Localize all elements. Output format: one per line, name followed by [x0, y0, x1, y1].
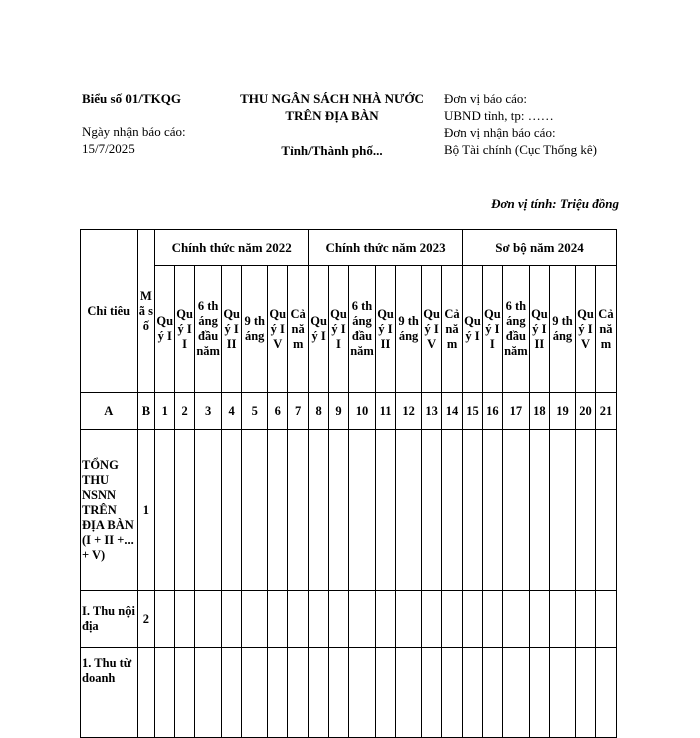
value-cell: [576, 648, 596, 738]
unit-label: Đơn vị tính: Triệu đồng: [491, 196, 619, 211]
column-index: 19: [549, 393, 575, 430]
value-cell: [242, 648, 268, 738]
column-index: A: [81, 393, 138, 430]
subcol-header: Cả năm: [595, 266, 616, 393]
column-index: 8: [309, 393, 329, 430]
reporter-value: UBND tỉnh, tp: ……: [444, 108, 554, 123]
column-index: 14: [442, 393, 463, 430]
subcol-header: 6 tháng đầu năm: [502, 266, 529, 393]
value-cell: [595, 648, 616, 738]
value-cell: [195, 648, 222, 738]
header-title: [222, 90, 442, 159]
column-index: 2: [175, 393, 195, 430]
value-cell: [309, 430, 329, 591]
subcol-header: Quý IV: [422, 266, 442, 393]
value-cell: [549, 648, 575, 738]
value-cell: [529, 648, 549, 738]
header-left: [82, 90, 222, 157]
value-cell: [442, 648, 463, 738]
value-cell: [309, 591, 329, 648]
column-index: 5: [242, 393, 268, 430]
column-index: 12: [395, 393, 421, 430]
value-cell: [195, 430, 222, 591]
value-cell: [268, 591, 288, 648]
value-cell: [175, 430, 195, 591]
form-code: Biểu số 01/TKQG: [82, 91, 181, 106]
value-cell: [482, 430, 502, 591]
column-index: 4: [222, 393, 242, 430]
table-row: [81, 648, 617, 738]
value-cell: [195, 591, 222, 648]
value-cell: [502, 648, 529, 738]
value-cell: [175, 648, 195, 738]
row-code: 2: [137, 591, 155, 648]
value-cell: [376, 430, 396, 591]
value-cell: [395, 591, 421, 648]
column-index: 16: [482, 393, 502, 430]
value-cell: [348, 430, 375, 591]
column-index: 10: [348, 393, 375, 430]
value-cell: [376, 591, 396, 648]
group-header-2024: Sơ bộ năm 2024: [463, 230, 617, 266]
column-index: 17: [502, 393, 529, 430]
subcol-header: Quý III: [529, 266, 549, 393]
column-index: 20: [576, 393, 596, 430]
subcol-header: Quý I: [309, 266, 329, 393]
row-label: 1. Thu từ doanh: [81, 648, 138, 738]
value-cell: [576, 591, 596, 648]
value-cell: [348, 648, 375, 738]
subcol-header: 9 tháng: [395, 266, 421, 393]
value-cell: [595, 430, 616, 591]
row-code: 1: [137, 430, 155, 591]
value-cell: [242, 591, 268, 648]
table-row: [81, 591, 617, 648]
subcol-header: Quý II: [482, 266, 502, 393]
receiver-label: Đơn vị nhận báo cáo:: [444, 125, 556, 140]
value-cell: [482, 648, 502, 738]
value-cell: [268, 648, 288, 738]
value-cell: [329, 648, 349, 738]
value-cell: [288, 591, 309, 648]
group-header-2022: Chính thức năm 2022: [155, 230, 309, 266]
column-index: 1: [155, 393, 175, 430]
title-line-2: TRÊN ĐỊA BÀN: [285, 108, 379, 123]
subcol-header: Quý II: [329, 266, 349, 393]
value-cell: [463, 430, 483, 591]
value-cell: [222, 430, 242, 591]
subcol-header: Cả năm: [442, 266, 463, 393]
value-cell: [329, 430, 349, 591]
subcol-header: Quý IV: [268, 266, 288, 393]
column-index: 13: [422, 393, 442, 430]
value-cell: [422, 430, 442, 591]
value-cell: [288, 648, 309, 738]
column-index: 15: [463, 393, 483, 430]
value-cell: [442, 430, 463, 591]
value-cell: [395, 648, 421, 738]
value-cell: [502, 430, 529, 591]
subcol-header: 6 tháng đầu năm: [348, 266, 375, 393]
value-cell: [529, 430, 549, 591]
subcol-header: 9 tháng: [549, 266, 575, 393]
value-cell: [529, 591, 549, 648]
value-cell: [329, 591, 349, 648]
title-line-1: THU NGÂN SÁCH NHÀ NƯỚC: [240, 91, 424, 106]
receiver-value: Bộ Tài chính (Cục Thống kê): [444, 142, 597, 157]
value-cell: [576, 430, 596, 591]
revenue-table: [80, 229, 617, 738]
subcol-header: Quý III: [222, 266, 242, 393]
value-cell: [549, 430, 575, 591]
subcol-header: 9 tháng: [242, 266, 268, 393]
value-cell: [242, 430, 268, 591]
value-cell: [395, 430, 421, 591]
value-cell: [502, 591, 529, 648]
column-index: 6: [268, 393, 288, 430]
value-cell: [376, 648, 396, 738]
value-cell: [222, 648, 242, 738]
column-index: 11: [376, 393, 396, 430]
value-cell: [422, 591, 442, 648]
table-row: [81, 430, 617, 591]
value-cell: [348, 591, 375, 648]
subcol-header: Quý I: [155, 266, 175, 393]
value-cell: [222, 591, 242, 648]
value-cell: [309, 648, 329, 738]
group-header-2023: Chính thức năm 2023: [309, 230, 463, 266]
column-index: 21: [595, 393, 616, 430]
value-cell: [442, 591, 463, 648]
value-cell: [288, 430, 309, 591]
reporter-label: Đơn vị báo cáo:: [444, 91, 528, 106]
subcol-header: Quý IV: [576, 266, 596, 393]
header-right: [444, 90, 619, 158]
subcol-header: Quý III: [376, 266, 396, 393]
subcol-header: Quý I: [463, 266, 483, 393]
value-cell: [463, 591, 483, 648]
subcol-header: 6 tháng đầu năm: [195, 266, 222, 393]
row-label: TỔNG THU NSNN TRÊN ĐỊA BÀN (I + II +... + V): [81, 430, 138, 591]
column-index: 9: [329, 393, 349, 430]
subcol-header: Cả năm: [288, 266, 309, 393]
value-cell: [422, 648, 442, 738]
value-cell: [155, 648, 175, 738]
row-label: I. Thu nội địa: [81, 591, 138, 648]
column-index: 7: [288, 393, 309, 430]
province-label: Tỉnh/Thành phố...: [281, 143, 383, 158]
value-cell: [175, 591, 195, 648]
received-date: 15/7/2025: [82, 141, 135, 156]
value-cell: [549, 591, 575, 648]
subcol-header: Quý II: [175, 266, 195, 393]
received-label: Ngày nhận báo cáo:: [82, 124, 186, 139]
value-cell: [482, 591, 502, 648]
column-index: 18: [529, 393, 549, 430]
column-index-row: [81, 393, 617, 430]
value-cell: [268, 430, 288, 591]
value-cell: [463, 648, 483, 738]
row-code: [137, 648, 155, 738]
col-code-header: Mã số: [137, 230, 155, 393]
col-indicator-header: Chỉ tiêu: [81, 230, 138, 393]
value-cell: [155, 591, 175, 648]
column-index: B: [137, 393, 155, 430]
value-cell: [155, 430, 175, 591]
value-cell: [595, 591, 616, 648]
column-index: 3: [195, 393, 222, 430]
